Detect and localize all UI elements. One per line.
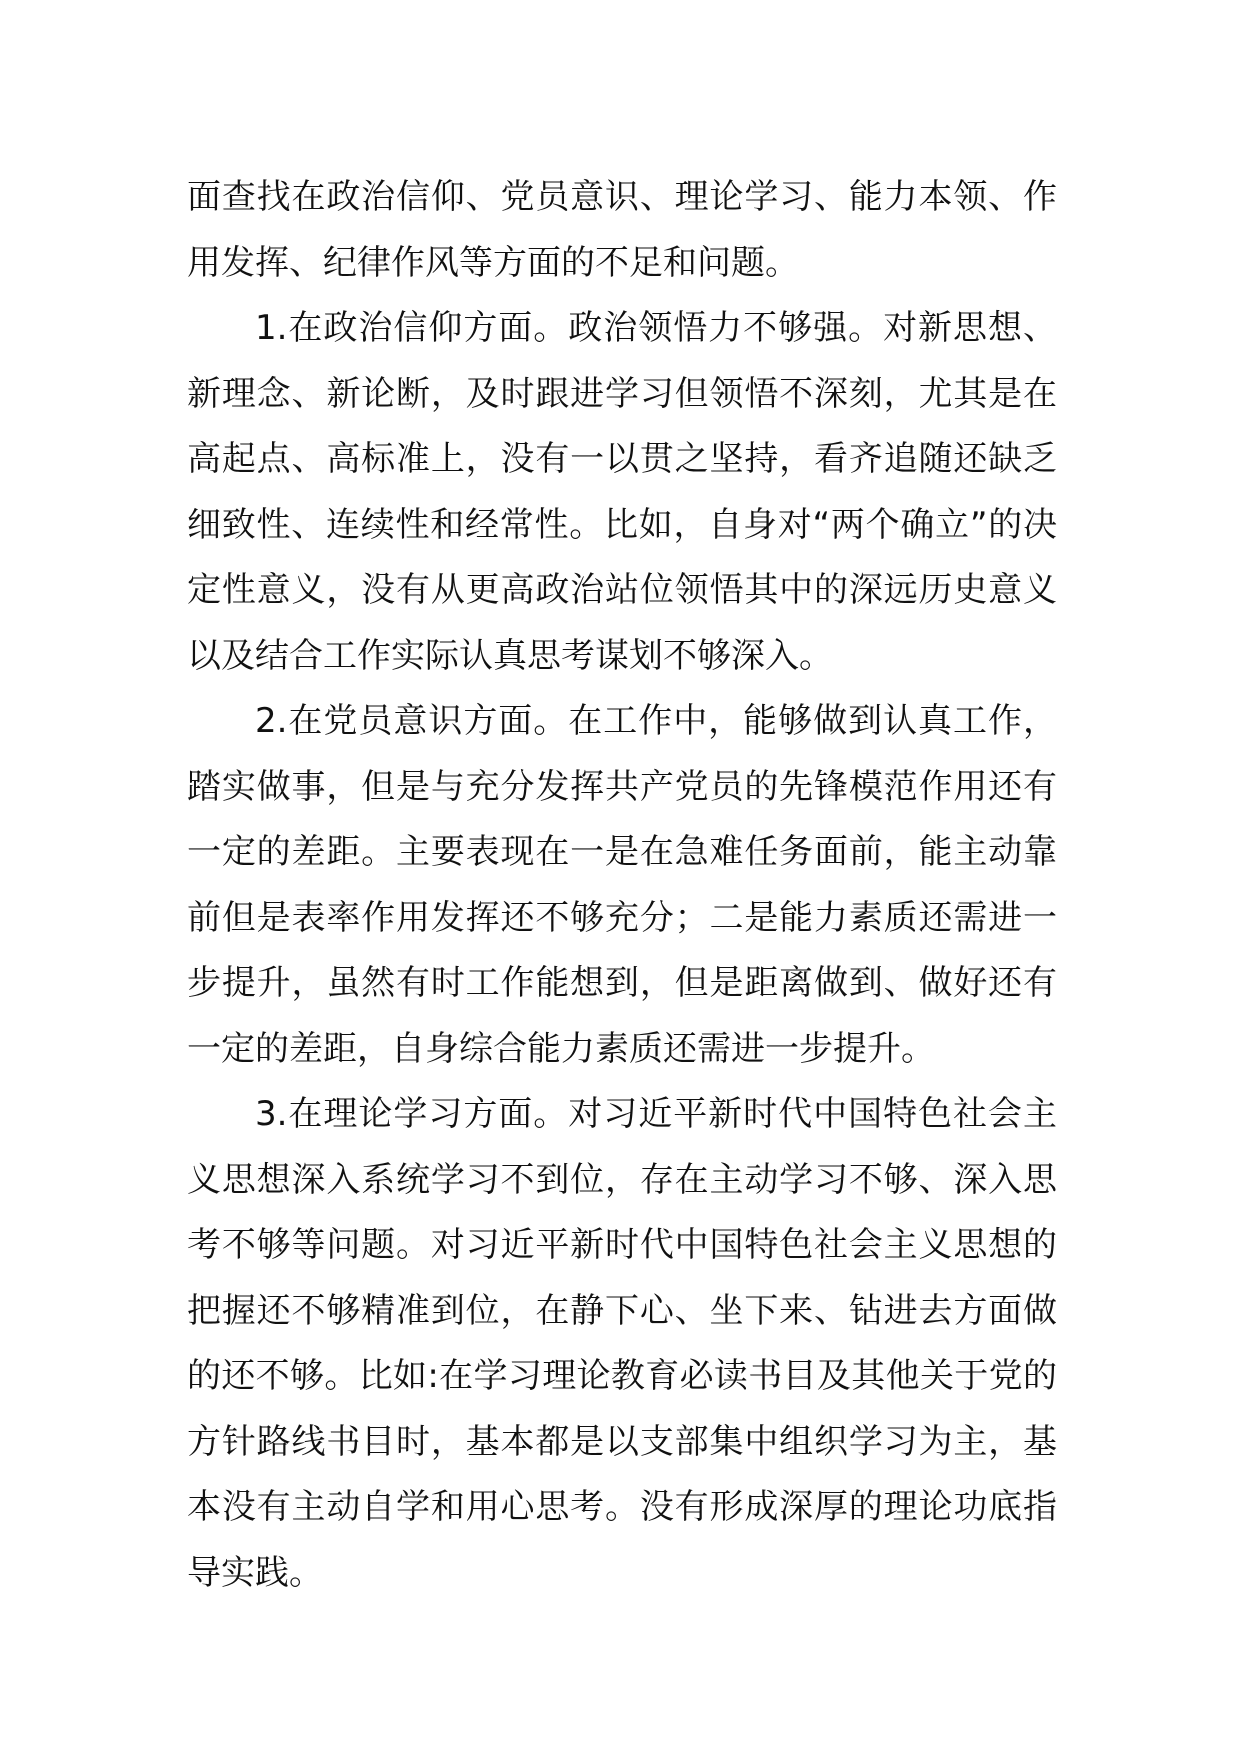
paragraph-intro: 面查找在政治信仰、党员意识、理论学习、能力本领、作用发挥、纪律作风等方面的不足和问题。 <box>187 177 1057 283</box>
paragraph-party-awareness: 2.在党员意识方面。在工作中，能够做到认真工作，踏实做事，但是与充分发挥共产党员的先锋模范作用还有一定的差距。主要表现在一是在急难任务面前，能主动靠前但是表率作用发挥还不够充分；二是能力素质还需进一步提升，虽然有时工作能想到，但是距离做到、做好还有一定的差距，自身综合能力素质还需进一步提升。 <box>187 701 1057 1069</box>
paragraph-political-belief: 1.在政治信仰方面。政治领悟力不够强。对新思想、新理念、新论断，及时跟进学习但领悟不深刻，尤其是在高起点、高标准上，没有一以贯之坚持，看齐追随还缺乏细致性、连续性和经常性。比如，自身对“两个确立”的决定性意义，没有从更高政治站位领悟其中的深远历史意义以及结合工作实际认真思考谋划不够深入。 <box>187 308 1057 676</box>
document-body <box>187 165 1057 1606</box>
paragraph-theory-study: 3.在理论学习方面。对习近平新时代中国特色社会主义思想深入系统学习不到位，存在主动学习不够、深入思考不够等问题。对习近平新时代中国特色社会主义思想的把握还不够精准到位，在静下心、坐下来、钻进去方面做的还不够。比如:在学习理论教育必读书目及其他关于党的方针路线书目时，基本都是以支部集中组织学习为主，基本没有主动自学和用心思考。没有形成深厚的理论功底指导实践。 <box>187 1094 1057 1593</box>
